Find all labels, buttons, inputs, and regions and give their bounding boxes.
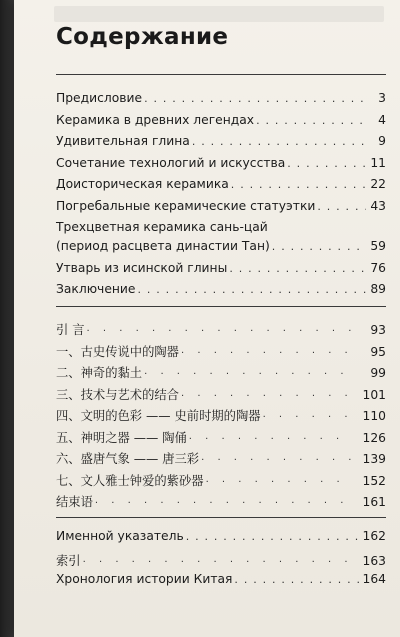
leader-dots (138, 283, 367, 296)
toc-entry (56, 572, 386, 594)
toc-entry-label: 一、古史传说中的陶器 (56, 344, 179, 359)
toc-entry (56, 113, 386, 135)
toc-entry (56, 282, 386, 304)
leader-dots (95, 498, 351, 509)
toc-entry-page: 11 (370, 155, 386, 170)
toc-entry (56, 91, 386, 113)
toc-entry-page: 95 (370, 344, 386, 359)
leader-dots (144, 92, 366, 105)
toc-entry-label: Сочетание технологий и искусства (56, 155, 286, 170)
toc-entry-page: 163 (362, 553, 386, 568)
bleed-through-text (54, 6, 384, 22)
leader-dots (144, 369, 356, 380)
toc-entry-label-line1: Трехцветная керамика сань-цай (56, 220, 268, 234)
leader-dots (192, 135, 366, 148)
leader-dots (186, 530, 361, 543)
toc-entry-page: 139 (362, 452, 386, 466)
toc-entry-label: 六、盛唐气象 —— 唐三彩 (56, 452, 200, 466)
toc-entry (56, 177, 386, 199)
toc-entry (56, 449, 386, 471)
toc-russian-section (56, 91, 386, 304)
toc-entry-page: 43 (370, 198, 386, 213)
leader-dots (263, 412, 351, 423)
toc-entry (56, 385, 386, 407)
toc-entry-page: 59 (370, 239, 386, 253)
toc-entry (56, 406, 386, 428)
toc-chinese-section (56, 320, 386, 514)
leader-dots (317, 200, 366, 213)
toc-entry (56, 492, 386, 514)
toc-entry (56, 529, 386, 551)
leader-dots (272, 240, 366, 253)
toc-entry (56, 471, 386, 493)
toc-entry-label: Заключение (56, 282, 136, 296)
leader-dots (229, 262, 366, 275)
toc-entry-page: 89 (370, 282, 386, 296)
toc-entry-page: 126 (362, 430, 386, 445)
toc-entry-page: 93 (370, 323, 386, 337)
section-divider (56, 306, 386, 307)
toc-entry-label: Именной указатель (56, 529, 184, 543)
toc-entry (56, 428, 386, 450)
toc-entry-label: 五、神明之器 —— 陶俑 (56, 430, 187, 445)
toc-entry-page: 164 (362, 572, 386, 586)
toc-entry (56, 551, 386, 573)
toc-entry-page: 4 (378, 112, 386, 127)
toc-entry-label: (период расцвета династии Тан) (56, 239, 270, 253)
toc-entry-page: 161 (362, 495, 386, 509)
toc-entry-label: 七、文人雅士钟爱的紫砂器 (56, 473, 204, 488)
leader-dots (201, 455, 350, 466)
leader-dots (287, 157, 366, 170)
toc-entry (56, 134, 386, 156)
toc-entry (56, 199, 386, 221)
toc-entry-page: 76 (370, 260, 386, 275)
leader-dots (256, 114, 366, 127)
toc-entry-label: Утварь из исинской глины (56, 260, 228, 275)
toc-entry-page: 9 (378, 134, 386, 148)
leader-dots (181, 391, 351, 402)
toc-appendix-section (56, 529, 386, 594)
toc-entry-page: 110 (362, 409, 386, 423)
leader-dots (87, 326, 356, 337)
toc-entry-page: 3 (378, 91, 386, 105)
toc-entry-label: Погребальные керамические статуэтки (56, 198, 316, 213)
leader-dots (83, 557, 351, 568)
toc-entry-label: Удивительная глина (56, 134, 190, 148)
leader-dots (181, 348, 356, 359)
toc-entry-page: 99 (370, 366, 386, 380)
toc-entry-page: 152 (362, 473, 386, 488)
toc-entry-label: 三、技术与艺术的结合 (56, 387, 179, 402)
toc-entry-first-line (56, 220, 386, 239)
leader-dots (231, 178, 366, 191)
toc-entry-label: 结束语 (56, 495, 93, 509)
toc-entry-page: 162 (362, 529, 386, 543)
toc-entry (56, 239, 386, 261)
toc-entry-label: 四、文明的色彩 —— 史前时期的陶器 (56, 409, 261, 423)
toc-entry-label: Керамика в древних легендах (56, 112, 255, 127)
top-divider (56, 74, 386, 75)
leader-dots (206, 477, 351, 488)
toc-entry-label: Предисловие (56, 91, 143, 105)
toc-entry-label: 引 言 (56, 323, 85, 337)
leader-dots (189, 434, 351, 445)
toc-entry (56, 156, 386, 178)
toc-entry (56, 320, 386, 342)
leader-dots (234, 573, 360, 586)
book-spine-edge (0, 0, 14, 637)
toc-entry-label: Доисторическая керамика (56, 177, 229, 191)
toc-entry (56, 342, 386, 364)
page-title: Содержание (56, 24, 229, 50)
book-page (14, 0, 400, 637)
toc-entry (56, 363, 386, 385)
section-divider (56, 517, 386, 518)
toc-entry (56, 261, 386, 283)
toc-entry-page: 22 (370, 177, 386, 191)
toc-entry-page: 101 (362, 387, 386, 402)
toc-entry-label: 索引 (56, 553, 81, 568)
toc-entry-label: 二、神奇的黏土 (56, 366, 143, 380)
toc-entry-label: Хронология истории Китая (56, 572, 233, 586)
